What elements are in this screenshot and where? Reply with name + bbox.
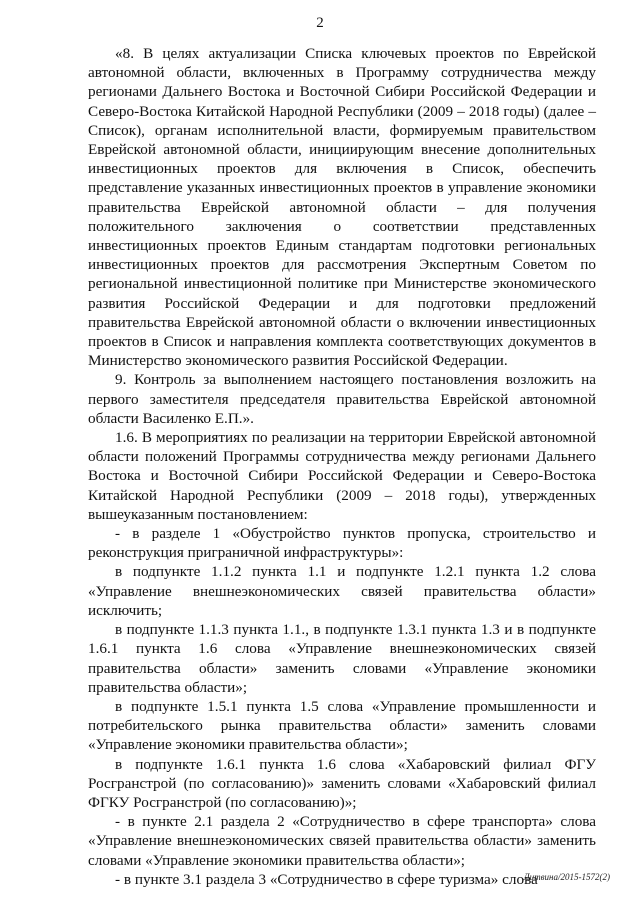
paragraph-subitem-1-6-1: в подпункте 1.6.1 пункта 1.6 слова «Хабаровский филиал ФГУ Росгранстрой (по согласованию)» заменить словами «Хабаровский филиал ФГКУ Росгранстрой (по согласованию)»; (88, 755, 596, 811)
paragraph-item-3-1: - в пункте 3.1 раздела 3 «Сотрудничество в сфере туризма» слова (115, 870, 538, 888)
paragraph-item-9: 9. Контроль за выполнением настоящего постановления возложить на первого заместителя председателя правительства Еврейской автономной области Василенко Е.П.». (88, 371, 596, 427)
page-number: 2 (316, 15, 324, 31)
paragraph-subitem-1-5-1: в подпункте 1.5.1 пункта 1.5 слова «Управление промышленности и потребительского рынка правительства области» заменить словами «Управление экономики правительства области»; (88, 697, 596, 754)
paragraph-item-8: «8. В целях актуализации Списка ключевых проектов по Еврейской автономной области, включенных в Программу сотрудничества между регионами Дальнего Востока и Восточной Сибири Российской Федерации и Северо-Востока Китайской Народной Республики (2009 – 2018 годы) (далее – Список), органам исполнительной власти, формируемым правительством Еврейской автономной области, инициирующим внесение дополнительных инвестиционных проектов для включения в Список, обеспечить представление указанных инвестиционных проектов в управление экономики правительства Еврейской автономной области – для получения положительного заключения о соответствии представленных инвестиционных проектов Единым стандартам подготовки региональных инвестиционных проектов для рассмотрения Экспертным Советом по региональной инвестиционной политике при Министерстве экономического развития Российской Федерации и для подготовки предложений правительства Еврейской автономной области о включении инвестиционных проектов в Список и направления комплекта соответствующих документов в Министерство экономического развития Российской Федерации. (88, 45, 596, 370)
footer-document-code: Литвина/2015-1572(2) (523, 872, 610, 882)
paragraph-subitem-1-1-2: в подпункте 1.1.2 пункта 1.1 и подпункте 1.2.1 пункта 1.2 слова «Управление внешнеэкономических связей правительства области» исключить; (88, 563, 596, 619)
paragraph-section-1: - в разделе 1 «Обустройство пунктов пропуска, строительство и реконструкция приграничной инфраструктуры»: (88, 525, 596, 562)
document-body (88, 44, 596, 889)
paragraph-subitem-1-1-3: в подпункте 1.1.3 пункта 1.1., в подпункте 1.3.1 пункта 1.3 и в подпункте 1.6.1 пункта 1.6 слова «Управление внешнеэкономических связей правительства области» заменить словами «Управление экономики правительства области»; (88, 621, 596, 696)
paragraph-1-6: 1.6. В мероприятиях по реализации на территории Еврейской автономной области положений Программы сотрудничества между регионами Дальнего Востока и Восточной Сибири Российской Федерации и Северо-Востока Китайской Народной Республики (2009 – 2018 годы), утвержденных вышеуказанным постановлением: (88, 429, 596, 523)
paragraph-item-2-1: - в пункте 2.1 раздела 2 «Сотрудничество в сфере транспорта» слова «Управление внешнеэкономических связей правительства области» заменить словами «Управление экономики правительства области»; (88, 813, 596, 869)
